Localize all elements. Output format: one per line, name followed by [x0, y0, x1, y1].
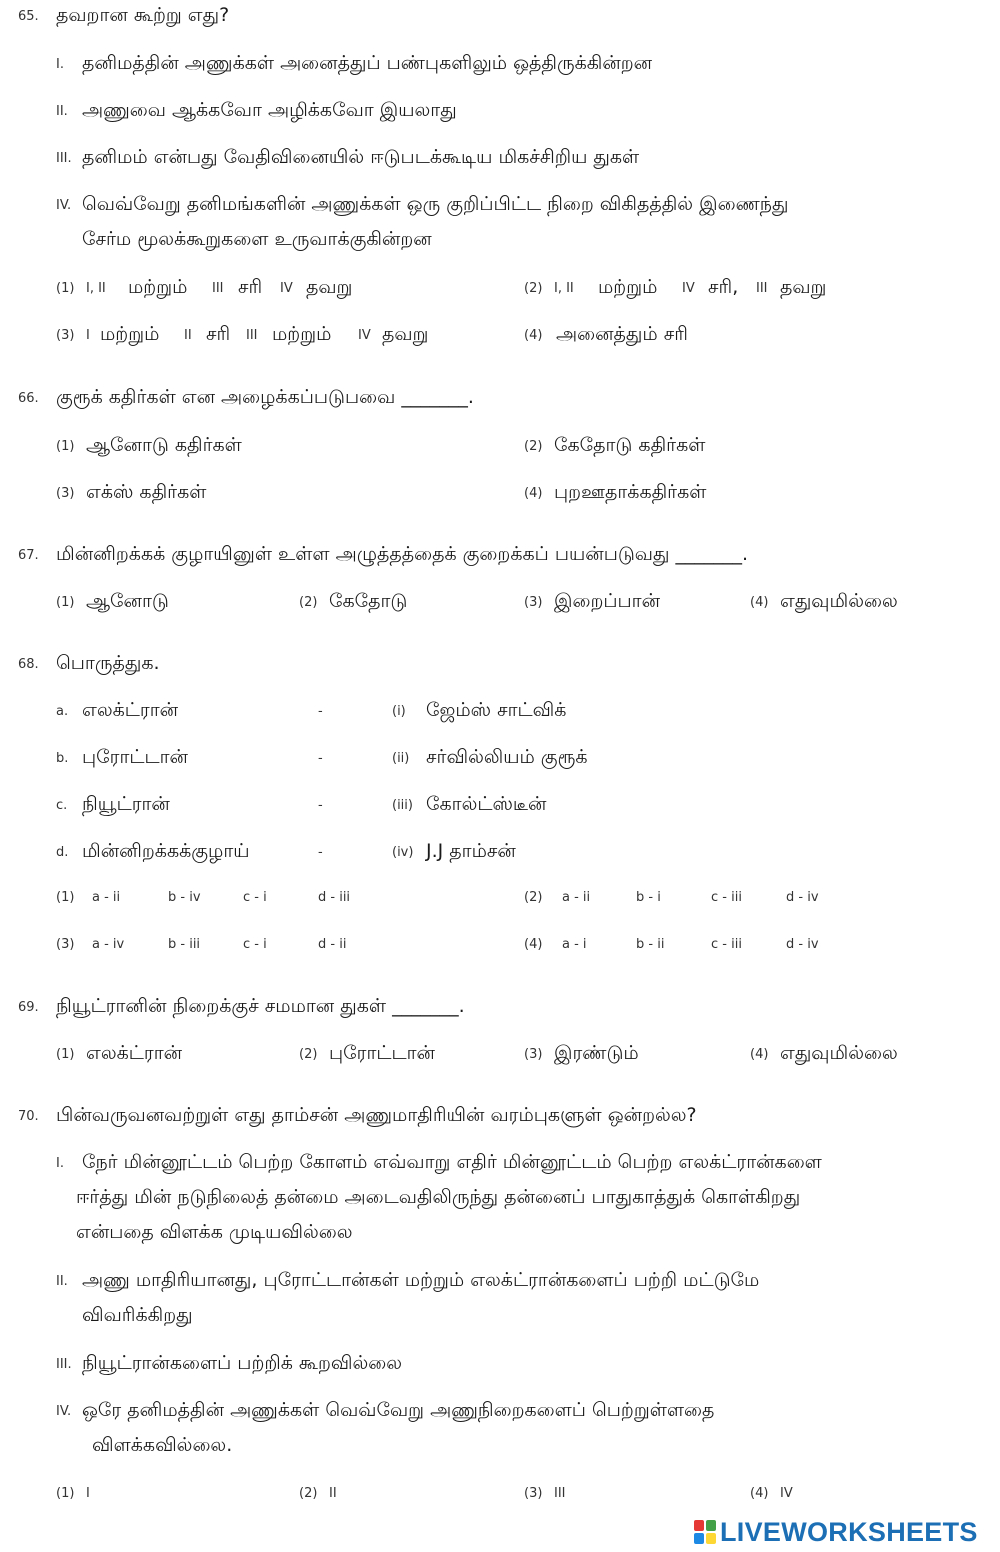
logo-square: [694, 1520, 704, 1531]
q70-stmt-text: விளக்கவில்லை.: [92, 1434, 233, 1456]
option-text: அனைத்தும் சரி: [556, 323, 688, 345]
logo-square: [706, 1520, 716, 1531]
q68-question: பொருத்துக.: [56, 652, 160, 674]
option-text: கேதோடு கதிர்கள்: [554, 434, 706, 456]
option-label[interactable]: (1): [56, 1486, 75, 1501]
match-dash: -: [318, 798, 323, 813]
option-label[interactable]: (1): [56, 595, 75, 610]
option-text: எக்ஸ் கதிர்கள்: [86, 481, 207, 503]
logo-square: [694, 1533, 704, 1544]
q65-stmt-text: வெவ்வேறு தனிமங்களின் அணுக்கள் ஒரு குறிப்பிட்ட நிறை விகிதத்தில் இணைந்து: [82, 193, 789, 215]
option-label[interactable]: (4): [750, 1047, 769, 1062]
match-dash: -: [318, 751, 323, 766]
match-answer: b - ii: [636, 937, 665, 952]
match-right-label: (iii): [392, 798, 413, 813]
match-right-label: (i): [392, 704, 406, 719]
match-left-label: d.: [56, 845, 69, 860]
option-roman: III: [246, 328, 258, 343]
option-text: II: [329, 1486, 337, 1501]
option-text: எதுவுமில்லை: [780, 590, 898, 612]
q70-stmt-label: I.: [56, 1156, 64, 1171]
q65-stmt-label: I.: [56, 57, 64, 72]
match-answer: a - ii: [92, 890, 121, 905]
q69-question: நியூட்ரானின் நிறைக்குச் சமமான துகள் _______.: [56, 995, 465, 1017]
q65-stmt-text: தனிமத்தின் அணுக்கள் அனைத்துப் பண்புகளிலும் ஒத்திருக்கின்றன: [82, 52, 653, 74]
match-dash: -: [318, 845, 323, 860]
match-answer: b - iv: [168, 890, 201, 905]
option-text: தவறு: [382, 323, 429, 345]
match-answer: d - iii: [318, 890, 351, 905]
q70-stmt-text: விவரிக்கிறது: [82, 1304, 193, 1326]
option-text: I: [86, 1486, 90, 1501]
q65-stmt-text: தனிமம் என்பது வேதிவினையில் ஈடுபடக்கூடிய மிகச்சிறிய துகள்: [82, 146, 640, 168]
match-answer: c - i: [243, 890, 267, 905]
option-text: மற்றும்: [272, 323, 332, 345]
option-label[interactable]: (2): [524, 281, 543, 296]
match-answer: d - ii: [318, 937, 347, 952]
q65-stmt-text-cont: சேர்ம மூலக்கூறுகளை உருவாக்குகின்றன: [82, 228, 432, 250]
match-right-label: (iv): [392, 845, 414, 860]
match-answer: a - iv: [92, 937, 125, 952]
match-answer: c - iii: [711, 937, 742, 952]
q70-stmt-label: IV.: [56, 1404, 72, 1419]
option-text: தவறு: [306, 276, 353, 298]
q70-number: 70.: [18, 1109, 39, 1124]
match-right-label: (ii): [392, 751, 410, 766]
option-label[interactable]: (1): [56, 439, 75, 454]
q67-number: 67.: [18, 548, 39, 563]
option-label[interactable]: (3): [524, 1047, 543, 1062]
option-label[interactable]: (2): [299, 1047, 318, 1062]
q70-stmt-text: என்பதை விளக்க முடியவில்லை: [76, 1221, 353, 1243]
option-roman: IV: [358, 328, 371, 343]
option-text: எலக்ட்ரான்: [86, 1042, 183, 1064]
option-text: இறைப்பான்: [554, 590, 661, 612]
q70-stmt-text: ஈர்த்து மின் நடுநிலைத் தன்மை அடைவதிலிருந்து தன்னைப் பாதுகாத்துக் கொள்கிறது: [76, 1186, 801, 1208]
match-left-text: புரோட்டான்: [82, 746, 188, 768]
option-text: தவறு: [780, 276, 827, 298]
q70-stmt-label: III.: [56, 1357, 72, 1372]
option-label[interactable]: (2): [524, 439, 543, 454]
q65-stmt-label: III.: [56, 151, 72, 166]
q70-stmt-label: II.: [56, 1274, 68, 1289]
q66-number: 66.: [18, 391, 39, 406]
option-roman: I, II: [554, 281, 574, 296]
option-label[interactable]: (1): [56, 281, 75, 296]
q70-question: பின்வருவனவற்றுள் எது தாம்சன் அணுமாதிரியின் வரம்புகளுள் ஒன்றல்ல?: [56, 1104, 697, 1126]
option-roman: IV: [280, 281, 293, 296]
option-label[interactable]: (2): [524, 890, 543, 905]
match-left-label: b.: [56, 751, 69, 766]
option-text: III: [554, 1486, 566, 1501]
option-text: சரி,: [708, 276, 739, 298]
option-label[interactable]: (4): [524, 937, 543, 952]
option-label[interactable]: (4): [524, 328, 543, 343]
q65-stmt-label: IV.: [56, 198, 72, 213]
match-answer: b - i: [636, 890, 661, 905]
option-text: IV: [780, 1486, 793, 1501]
option-label[interactable]: (1): [56, 1047, 75, 1062]
option-label[interactable]: (2): [299, 595, 318, 610]
match-dash: -: [318, 704, 323, 719]
option-label[interactable]: (4): [750, 1486, 769, 1501]
match-left-label: c.: [56, 798, 68, 813]
match-left-text: மின்னிறக்கக்குழாய்: [82, 840, 250, 862]
match-answer: d - iv: [786, 890, 819, 905]
option-roman: II: [184, 328, 192, 343]
match-right-text: சர்வில்லியம் குரூக்: [426, 746, 588, 768]
option-text: புரோட்டான்: [329, 1042, 435, 1064]
option-roman: III: [212, 281, 224, 296]
q65-number: 65.: [18, 9, 39, 24]
match-left-text: நியூட்ரான்: [82, 793, 170, 815]
match-left-text: எலக்ட்ரான்: [82, 699, 179, 721]
option-roman: IV: [682, 281, 695, 296]
option-roman: III: [756, 281, 768, 296]
logo-square: [706, 1533, 716, 1544]
option-roman: I: [86, 328, 90, 343]
q70-stmt-text: ஒரே தனிமத்தின் அணுக்கள் வெவ்வேறு அணுநிறைகளைப் பெற்றுள்ளதை: [82, 1399, 715, 1421]
option-text: எதுவுமில்லை: [780, 1042, 898, 1064]
option-text: புறஊதாக்கதிர்கள்: [554, 481, 707, 503]
option-text: கேதோடு: [329, 590, 408, 612]
match-answer: b - iii: [168, 937, 201, 952]
option-label[interactable]: (3): [524, 1486, 543, 1501]
option-text: சரி: [206, 323, 231, 345]
option-text: ஆனோடு: [86, 590, 169, 612]
option-label[interactable]: (2): [299, 1486, 318, 1501]
logo-text: LIVEWORKSHEETS: [720, 1516, 978, 1547]
option-label[interactable]: (4): [750, 595, 769, 610]
match-right-text: J.J தாம்சன்: [426, 840, 516, 862]
option-text: ஆனோடு கதிர்கள்: [86, 434, 242, 456]
match-answer: a - ii: [562, 890, 591, 905]
q65-question: தவறான கூற்று எது?: [56, 4, 230, 26]
q68-number: 68.: [18, 657, 39, 672]
option-text: மற்றும்: [128, 276, 188, 298]
q67-question: மின்னிறக்கக் குழாயினுள் உள்ள அழுத்தத்தைக் குறைக்கப் பயன்படுவது _______.: [56, 543, 749, 565]
match-answer: c - iii: [711, 890, 742, 905]
match-answer: c - i: [243, 937, 267, 952]
q65-stmt-label: II.: [56, 104, 68, 119]
option-label[interactable]: (4): [524, 486, 543, 501]
q65-stmt-text: அணுவை ஆக்கவோ அழிக்கவோ இயலாது: [82, 99, 457, 121]
option-label[interactable]: (1): [56, 890, 75, 905]
q69-number: 69.: [18, 1000, 39, 1015]
option-label[interactable]: (3): [56, 328, 75, 343]
q70-stmt-text: நியூட்ரான்களைப் பற்றிக் கூறவில்லை: [82, 1352, 403, 1374]
q70-stmt-text: அணு மாதிரியானது, புரோட்டான்கள் மற்றும் எலக்ட்ரான்களைப் பற்றி மட்டுமே: [82, 1269, 760, 1291]
q70-stmt-text: நேர் மின்னூட்டம் பெற்ற கோளம் எவ்வாறு எதிர் மின்னூட்டம் பெற்ற எலக்ட்ரான்களை: [82, 1151, 822, 1173]
match-right-text: ஜேம்ஸ் சாட்விக்: [426, 699, 567, 721]
q66-question: குரூக் கதிர்கள் என அழைக்கப்படுபவை _______.: [56, 386, 474, 408]
match-answer: d - iv: [786, 937, 819, 952]
option-text: சரி: [238, 276, 263, 298]
match-left-label: a.: [56, 704, 69, 719]
option-label[interactable]: (3): [524, 595, 543, 610]
liveworksheets-logo[interactable]: [694, 1517, 978, 1547]
match-right-text: கோல்ட்ஸ்டீன்: [426, 793, 547, 815]
liveworksheets-icon: [694, 1520, 716, 1544]
option-text: இரண்டும்: [554, 1042, 639, 1064]
option-text: மற்றும்: [598, 276, 658, 298]
option-label[interactable]: (3): [56, 486, 75, 501]
option-text: மற்றும்: [100, 323, 160, 345]
option-label[interactable]: (3): [56, 937, 75, 952]
option-roman: I, II: [86, 281, 106, 296]
match-answer: a - i: [562, 937, 587, 952]
